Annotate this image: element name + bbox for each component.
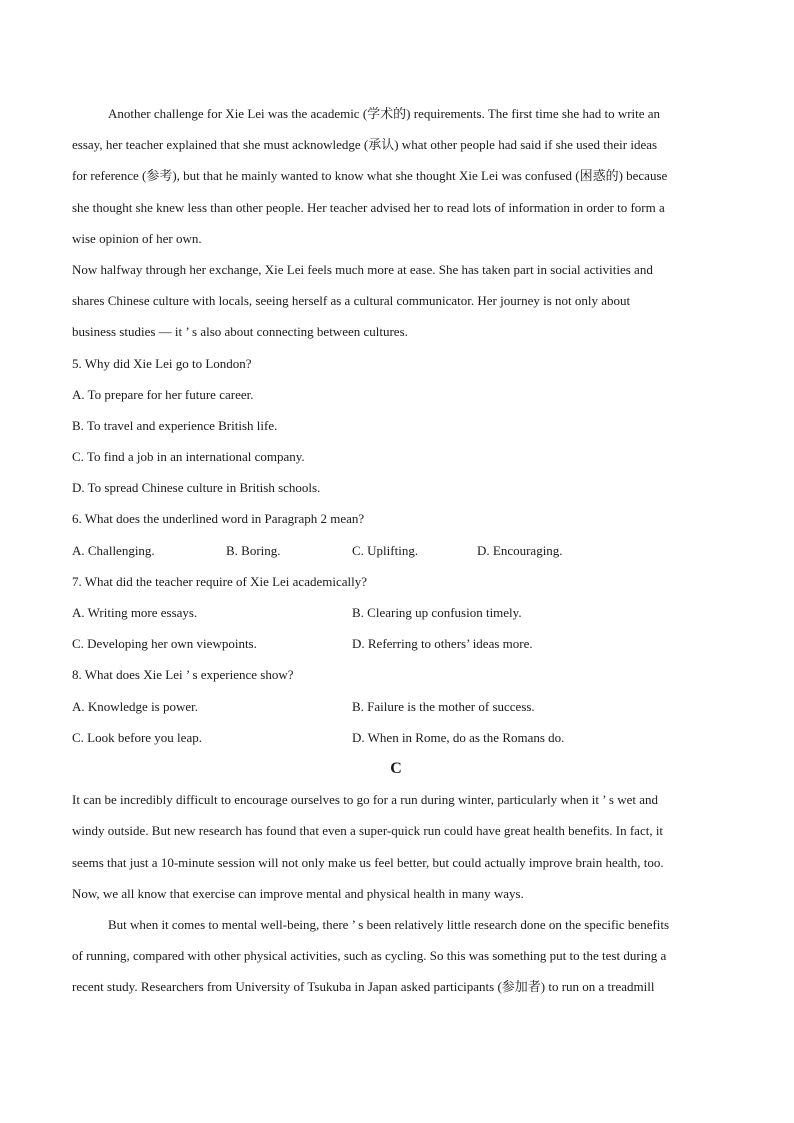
question-stem: 7. What did the teacher require of Xie Lei academically?	[72, 573, 368, 589]
option-b: B. To travel and experience British life.	[72, 417, 278, 433]
option-d: D. When in Rome, do as the Romans do.	[352, 729, 565, 745]
option-a: A. Challenging.	[72, 542, 155, 558]
text-line: she thought she knew less than other people. Her teacher advised her to read lots of information in order to form a	[72, 199, 665, 215]
option-a: A. Writing more essays.	[72, 605, 198, 620]
text-line: shares Chinese culture with locals, seeing herself as a cultural communicator. Her journey is not only about	[72, 293, 631, 309]
text-line: It can be incredibly difficult to encourage ourselves to go for a run during winter, particularly when it ’ s wet and	[72, 792, 658, 808]
section-c-title: C	[390, 759, 402, 777]
text-line: Now, we all know that exercise can improve mental and physical health in many ways.	[72, 885, 524, 901]
question-5	[72, 348, 720, 504]
text-line: windy outside. But new research has found that even a super-quick run could have great health benefits. In fact, it	[72, 823, 664, 839]
text-line: recent study. Researchers from University of Tsukuba in Japan asked participants (参加者) to run on a treadmill	[72, 979, 655, 995]
text-line: business studies — it ’ s also about connecting between cultures.	[72, 324, 408, 340]
question-stem: 5. Why did Xie Lei go to London?	[72, 355, 252, 371]
options-row	[72, 628, 720, 659]
options-row	[72, 535, 720, 566]
question-stem: 6. What does the underlined word in Paragraph 2 mean?	[72, 511, 365, 527]
text-line: Another challenge for Xie Lei was the academic (学术的) requirements. The first time she had to write an	[108, 106, 661, 121]
option-d: D. Referring to others’ ideas more.	[352, 636, 533, 652]
options-row	[72, 722, 720, 753]
question-stem: 8. What does Xie Lei ’ s experience show?	[72, 667, 294, 683]
passage-b-paragraph-2	[72, 254, 720, 348]
text-line: essay, her teacher explained that she must acknowledge (承认) what other people had said if she used their ideas	[72, 137, 658, 153]
text-line: for reference (参考), but that he mainly wanted to know what she thought Xie Lei was confused (困惑的) because	[72, 168, 668, 184]
text-line: wise opinion of her own.	[72, 230, 202, 246]
text-line: seems that just a 10-minute session will not only make us feel better, but could actually improve brain health, too.	[72, 854, 664, 870]
option-c: C. To find a job in an international company.	[72, 449, 305, 465]
options-row	[72, 691, 720, 722]
option-c: C. Developing her own viewpoints.	[72, 636, 257, 652]
question-8	[72, 659, 720, 753]
option-c: C. Look before you leap.	[72, 729, 202, 745]
question-7	[72, 566, 720, 660]
option-a: A. Knowledge is power.	[72, 698, 199, 714]
option-c: C. Uplifting.	[352, 542, 419, 558]
document-page	[72, 98, 720, 1002]
option-b: B. Boring.	[226, 542, 281, 558]
option-b: B. Clearing up confusion timely.	[352, 605, 522, 620]
options-row	[72, 597, 720, 628]
text-line: But when it comes to mental well-being, there ’ s been relatively little research done on the specific benefits	[108, 916, 670, 932]
section-c-paragraph-1	[72, 784, 720, 909]
option-d: D. To spread Chinese culture in British schools.	[72, 480, 321, 496]
text-line: Now halfway through her exchange, Xie Lei feels much more at ease. She has taken part in social activities and	[72, 261, 653, 277]
option-d: D. Encouraging.	[477, 542, 563, 558]
option-b: B. Failure is the mother of success.	[352, 698, 535, 714]
passage-b-paragraph-1	[72, 98, 720, 254]
option-a: A. To prepare for her future career.	[72, 386, 254, 402]
section-c-paragraph-2	[72, 909, 720, 1003]
question-6	[72, 503, 720, 565]
text-line: of running, compared with other physical activities, such as cycling. So this was something put to the test during a	[72, 948, 667, 964]
